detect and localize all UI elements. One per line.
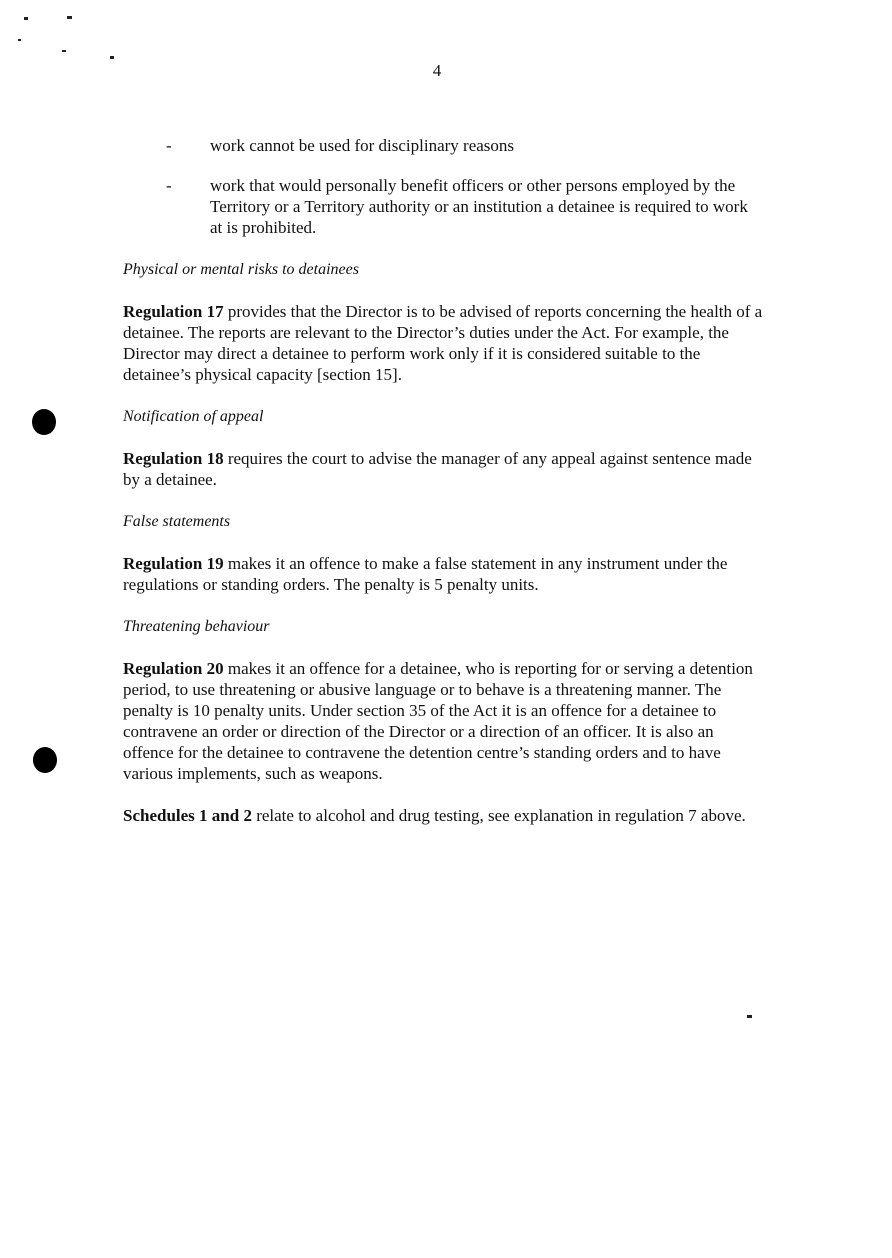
section-heading: Threatening behaviour bbox=[123, 618, 270, 635]
punch-hole-bottom bbox=[33, 747, 57, 773]
paragraph-text: requires the court to advise the manager of any appeal against sentence made by a detainee. bbox=[123, 449, 752, 489]
section-heading: Physical or mental risks to detainees bbox=[123, 261, 359, 278]
regulation-label: Regulation 17 bbox=[123, 302, 224, 321]
section-heading: Notification of appeal bbox=[123, 408, 264, 425]
punch-hole-top bbox=[32, 409, 56, 435]
section-heading: False statements bbox=[123, 513, 231, 530]
bullet-marker: - bbox=[166, 136, 172, 155]
bullet-text: work cannot be used for disciplinary reasons bbox=[210, 136, 515, 155]
regulation-label: Regulation 19 bbox=[123, 554, 224, 573]
paragraph-text: makes it an offence to make a false statement in any instrument under the regulations or standing orders. The penalty is 5 penalty units. bbox=[123, 554, 728, 594]
paragraph-text: provides that the Director is to be advised of reports concerning the health of a detainee. The reports are relevant to the Director’s duties under the Act. For example, the Director may direct a detainee to perform work only if it is considered suitable to the detainee’s physical capacity [section 15]. bbox=[123, 302, 763, 384]
scan-speck bbox=[62, 50, 66, 52]
paragraph-text: relate to alcohol and drug testing, see explanation in regulation 7 above. bbox=[251, 806, 746, 825]
section-paragraph bbox=[123, 301, 763, 385]
scan-speck bbox=[18, 39, 21, 41]
bullet-marker: - bbox=[166, 176, 172, 195]
closing-paragraph bbox=[123, 805, 763, 826]
bullet-text: work that would personally benefit officers or other persons employed by the Territory or a Territory authority or an institution a detainee is required to work at is prohibited. bbox=[210, 176, 748, 237]
section-paragraph bbox=[123, 658, 763, 784]
section-paragraph bbox=[123, 448, 763, 490]
document-body bbox=[123, 135, 763, 847]
scan-speck bbox=[24, 17, 28, 20]
section-paragraph bbox=[123, 553, 763, 595]
page-number: 4 bbox=[432, 61, 442, 80]
schedules-label: Schedules 1 and 2 bbox=[123, 806, 252, 825]
regulation-label: Regulation 18 bbox=[123, 449, 224, 468]
regulation-label: Regulation 20 bbox=[123, 659, 224, 678]
scan-speck bbox=[747, 1015, 752, 1018]
scan-speck bbox=[110, 56, 114, 59]
bullet-item bbox=[123, 135, 763, 156]
scan-speck bbox=[67, 16, 72, 19]
paragraph-text: makes it an offence for a detainee, who is reporting for or serving a detention period, to use threatening or abusive language or to behave is a threatening manner. The penalty is 10 penalty units. Under section 35 of the Act it is an offence for a detainee to contravene an order or direction of the Director or a direction of an officer. It is also an offence for the detainee to contravene the detention centre’s standing orders and to have various implements, such as weapons. bbox=[123, 659, 753, 783]
bullet-item bbox=[123, 175, 763, 238]
